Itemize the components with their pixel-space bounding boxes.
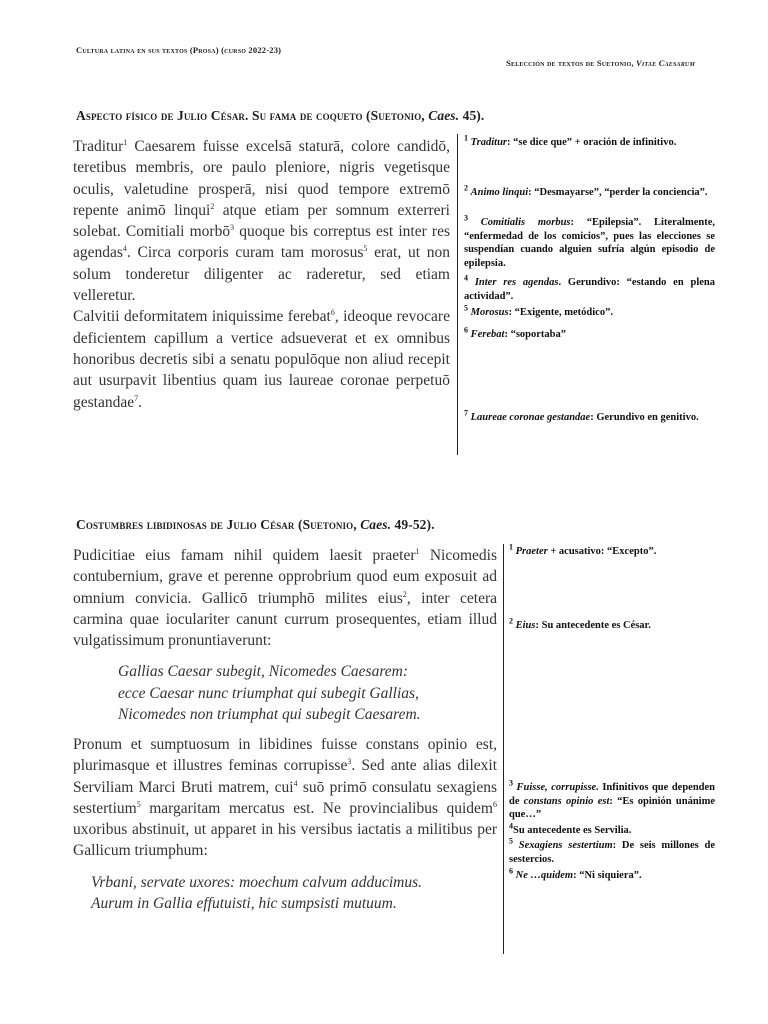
section-2-latin-text [73, 545, 497, 915]
section-2-paragraph-1: Pudicitiae eius famam nihil quidem laesit praeter$^1$ Nicomedis contubernium, grave et perenne opprobrium quod eum exposuit ad omnium convicia. Gallicō triumphō milites eius$^2$, inter cetera carmina quae ioculariter canunt currum prosequentes, etiam illud vulgatissimum pronuntiaverunt: [73, 546, 497, 650]
note-1-7: $^7$ Laureae coronae gestandae: Gerundivo en genitivo. [464, 408, 699, 423]
running-header-right [506, 58, 695, 68]
running-header-left: Cultura latina en sus textos (Prosa) (curso 2022-23) [76, 45, 282, 55]
section-1-column-divider [457, 134, 458, 455]
section-2-paragraph-2: Pronum et sumptuosum in libidines fuisse constans opinio est, plurimasque et illustres feminas corrupisse$^3$. Sed ante alias dilexit Serviliam Marci Bruti matrem, cui$^4$ suō primō consulatu sexagiens sestertium$^5$ margaritam mercatus est. Ne provincialibus quidem$^6$ uxoribus abstinuit, ut apparet in his versibus iactatis a militibus per Gallicum triumphum: [73, 735, 497, 860]
note-1-4: $^4$ Inter res agendas. Gerundivo: “estando en plena actividad”. [464, 273, 715, 302]
note-1-2: $^2$ Animo linqui: “Desmayarse”, “perder la conciencia”. [464, 183, 708, 198]
section-1-title [76, 108, 484, 124]
section-1-title-text: Aspecto físico de Julio César. Su fama de coqueto (Suetonio, [76, 108, 429, 123]
verse-line: Vrbani, servate uxores: moechum calvum adducimus. [91, 873, 423, 891]
section-1-notes [464, 133, 715, 456]
verse-line: Gallias Caesar subegit, Nicomedes Caesarem: [118, 663, 409, 681]
running-header-right-text: Selección de textos de Suetonio, [506, 58, 637, 68]
section-1-title-italic: Caes. [428, 108, 460, 123]
note-2-1: $^1$ Praeter + acusativo: “Excepto”. [509, 542, 657, 557]
verse-line: Aurum in Gallia effutuisti, hic sumpsisti mutuum. [91, 895, 397, 913]
section-2-notes [509, 542, 716, 945]
note-1-3: $^3$ Comitialis morbus: “Epilepsia”. Literalmente, “enfermedad de los comicios”, pues las elecciones se suspendían cuando alguien sufría algún episodio de epilepsia. [464, 213, 715, 269]
note-1-5: $^5$ Morosus: “Exigente, metódico”. [464, 303, 613, 318]
section-2-verse-1 [118, 661, 497, 726]
section-2-title [76, 517, 435, 533]
section-2-title-end: 49-52). [391, 517, 435, 532]
note-1-6: $^6$ Ferebat: “soportaba” [464, 325, 566, 340]
note-2-5: $^5$ Sexagiens sestertium: De seis millones de sestercios. [509, 836, 716, 865]
note-2-6: $^6$ Ne …quidem: “Ni siquiera”. [509, 866, 642, 881]
section-1-paragraph-2: Calvitii deformitatem iniquissime ferebat$^6$, ideoque revocare deficientem capillum a vertice adsueverat et ex omnibus honoribus decretis sibi a senatu populōque non aliud recepit aut usurpavit libentius quam ius laureae coronae perpetuō gestandae$^7$. [73, 308, 450, 411]
section-2-title-italic: Caes. [360, 517, 392, 532]
section-1-title-end: 45). [459, 108, 485, 123]
note-2-4: $^4$Su antecedente es Servilia. [509, 821, 632, 836]
section-2-verse-2 [91, 872, 497, 915]
verse-line: ecce Caesar nunc triumphat qui subegit Gallias, [118, 684, 419, 702]
section-1-paragraph-1: Traditur$^1$ Caesarem fuisse excelsā staturā, colore candidō, teretibus membris, ore paulo pleniore, nigris vegetisque oculis, valetudine prosperā, nisi quod tempore extremō repente animō linqui$^2$ atque etiam per somnum exterreri solebat. Comitiali morbō$^3$ quoque bis correptus est inter res agendas$^4$. Circa corporis curam tam morosus$^5$ erat, ut non solum tonderetur diligenter ac raderetur, sed etiam velleretur. [73, 137, 450, 305]
section-2-title-text: Costumbres libidinosas de Julio César (Suetonio, [76, 517, 361, 532]
verse-line: Nicomedes non triumphat qui subegit Caesarem. [118, 706, 421, 724]
running-header-right-italic: Vitae Caesarum [636, 58, 695, 68]
note-2-3: $^3$ Fuisse, corrupisse. Infinitivos que dependen de constans opinio est: “Es opinión unánime que…” [509, 778, 716, 820]
section-2-column-divider [503, 544, 504, 954]
section-1-latin-text [73, 136, 450, 413]
note-1-1: $^1$ Traditur: “se dice que” + oración de infinitivo. [464, 133, 677, 148]
note-2-2: $^2$ Eius: Su antecedente es César. [509, 616, 651, 631]
